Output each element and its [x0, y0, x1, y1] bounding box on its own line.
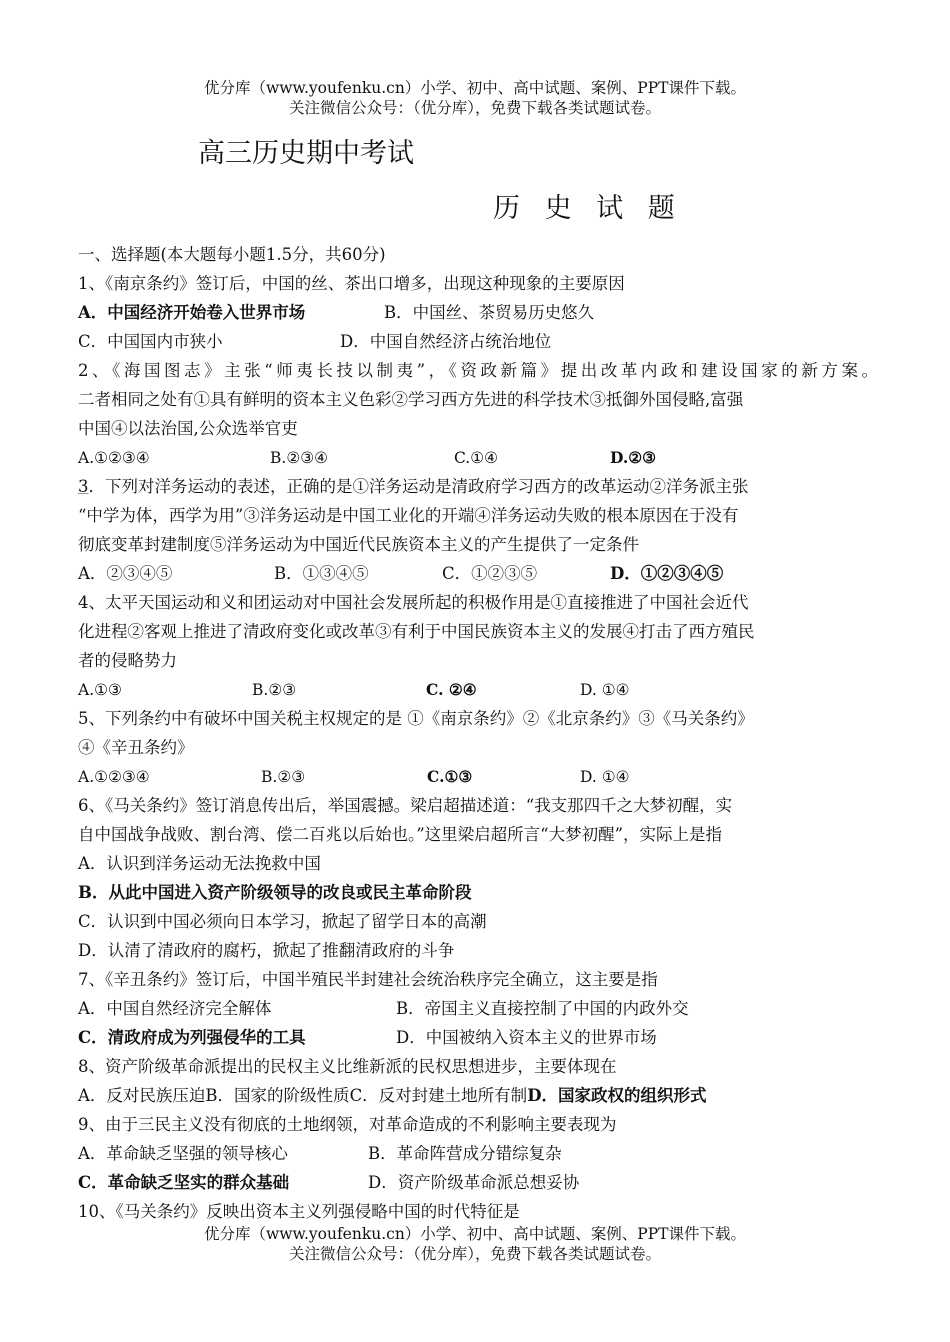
q8-option-d: D．国家政权的组织形式 [527, 1086, 707, 1105]
q3-options [78, 559, 878, 588]
q5-options [78, 762, 878, 791]
q3-option-d: D．①②③④⑤ [610, 564, 724, 583]
q1-option-c: C．中国国内市狭小 [78, 332, 223, 351]
header-line-2: 关注微信公众号：（优分库），免费下载各类试题试卷。 [288, 99, 661, 117]
footer-line-1: 优分库（www.youfenku.cn）小学、初中、高中试题、案例、PPT课件下载。 [203, 1225, 747, 1243]
exam-subtitle: 历 史 试 题 [493, 193, 683, 224]
q4-stem-2: 化进程②客观上推进了清政府变化或改革③有利于中国民族资本主义的发展④打击了西方殖民 [78, 622, 755, 641]
q3-option-a: A．②③④⑤ [78, 564, 173, 583]
q9-option-d: D．资产阶级革命派总想妥协 [368, 1173, 580, 1192]
q7-options-row-1 [78, 994, 878, 1023]
q8-option-c: C．反对封建土地所有制 [349, 1086, 528, 1105]
q3-stem-1-text: ．下列对洋务运动的表述，正确的是①洋务运动是清政府学习西方的改革运动②洋务派主张 [88, 477, 749, 496]
q8-stem: 8、资产阶级革命派提出的民权主义比维新派的民权思想进步，主要体现在 [78, 1057, 617, 1076]
q2-stem-1: 2、《海国图志》主张“师夷长技以制夷”，《资政新篇》提出改革内政和建设国家的新方案。 [78, 361, 878, 380]
q2-option-a: A.①②③④ [78, 449, 150, 467]
q7-option-b: B．帝国主义直接控制了中国的内政外交 [396, 999, 689, 1018]
q3-stem-3: 彻底变革封建制度⑤洋务运动为中国近代民族资本主义的产生提供了一定条件 [78, 535, 639, 554]
q2-stem-2: 二者相同之处有①具有鲜明的资本主义色彩②学习西方先进的科学技术③抵御外国侵略,富强 [78, 390, 744, 409]
q9-option-b: B．革命阵营成分错综复杂 [368, 1144, 562, 1163]
q3-stem-1 [78, 472, 878, 501]
q6-option-d: D．认清了清政府的腐朽，掀起了推翻清政府的斗争 [78, 941, 455, 960]
q9-option-c: C．革命缺乏坚实的群众基础 [78, 1173, 290, 1192]
q6-stem-2: 自中国战争战败、割台湾、偿二百兆以后始也。”这里梁启超所言“大梦初醒”，实际上是指 [78, 825, 723, 844]
q1-option-a: A．中国经济开始卷入世界市场 [78, 303, 306, 322]
q10-stem: 10、《马关条约》反映出资本主义列强侵略中国的时代特征是 [78, 1202, 520, 1221]
q1-options-row-2 [78, 327, 878, 356]
q4-option-d: D. ①④ [580, 681, 630, 699]
q1-options-row-1 [78, 298, 878, 327]
q7-option-c: C．清政府成为列强侵华的工具 [78, 1028, 306, 1047]
q7-option-d: D．中国被纳入资本主义的世界市场 [396, 1028, 657, 1047]
q4-option-a: A.①③ [78, 681, 122, 699]
q9-options-row-1 [78, 1139, 878, 1168]
q5-option-b: B.②③ [261, 768, 306, 786]
page-header [0, 78, 950, 118]
q2-stem-3: 中国④以法治国,公众选举官吏 [78, 419, 298, 438]
header-line-1: 优分库（www.youfenku.cn）小学、初中、高中试题、案例、PPT课件下载。 [203, 79, 747, 97]
q4-stem-1: 4、太平天国运动和义和团运动对中国社会发展所起的积极作用是①直接推进了中国社会近代 [78, 593, 749, 612]
q5-option-c: C.①③ [427, 767, 473, 786]
q6-option-c: C．认识到中国必须向日本学习，掀起了留学日本的高潮 [78, 912, 487, 931]
q3-option-c: C．①②③⑤ [442, 564, 538, 583]
section-heading: 一、选择题(本大题每小题1.5分，共60分) [78, 245, 386, 264]
q8-option-a: A．反对民族压迫 [78, 1086, 206, 1105]
q3-number: 3 [78, 477, 89, 496]
q4-option-b: B.②③ [252, 681, 297, 699]
q4-options [78, 675, 878, 704]
q3-option-b: B．①③④⑤ [274, 564, 369, 583]
q8-options [78, 1081, 878, 1110]
q6-option-a: A．认识到洋务运动无法挽救中国 [78, 854, 321, 873]
q1-option-b: B．中国丝、茶贸易历史悠久 [384, 303, 595, 322]
q5-stem-2: ④《辛丑条约》 [78, 738, 194, 757]
page-footer [0, 1224, 950, 1264]
footer-line-2: 关注微信公众号：（优分库），免费下载各类试题试卷。 [288, 1245, 661, 1263]
q4-stem-3: 者的侵略势力 [78, 651, 177, 670]
q5-stem-1: 5、下列条约中有破坏中国关税主权规定的是 ①《南京条约》②《北京条约》③《马关条约》 [78, 709, 754, 728]
q2-options [78, 443, 878, 472]
q7-options-row-2 [78, 1023, 878, 1052]
q2-option-d: D.②③ [610, 448, 657, 467]
q7-stem: 7、《辛丑条约》签订后，中国半殖民半封建社会统治秩序完全确立，这主要是指 [78, 970, 658, 989]
q1-option-d: D．中国自然经济占统治地位 [340, 332, 552, 351]
q8-option-b: B．国家的阶级性质 [205, 1086, 350, 1105]
q2-option-c: C.①④ [454, 449, 499, 467]
q1-stem: 1、《南京条约》签订后，中国的丝、茶出口增多，出现这种现象的主要原因 [78, 274, 625, 293]
q2-option-b: B.②③④ [270, 449, 329, 467]
q5-option-a: A.①②③④ [78, 768, 150, 786]
q9-option-a: A．革命缺乏坚强的领导核心 [78, 1144, 288, 1163]
q7-option-a: A．中国自然经济完全解体 [78, 999, 272, 1018]
q6-option-b: B．从此中国进入资产阶级领导的改良或民主革命阶段 [78, 883, 472, 902]
q9-options-row-2 [78, 1168, 878, 1197]
q9-stem: 9、由于三民主义没有彻底的土地纲领，对革命造成的不利影响主要表现为 [78, 1115, 617, 1134]
exam-title: 高三历史期中考试 [198, 138, 414, 169]
q5-option-d: D. ①④ [580, 768, 630, 786]
q3-stem-2: “中学为体，西学为用”③洋务运动是中国工业化的开端④洋务运动失败的根本原因在于没有 [78, 506, 739, 525]
q6-stem-1: 6、《马关条约》签订消息传出后，举国震撼。梁启超描述道：“我支那四千之大梦初醒，实 [78, 796, 733, 815]
q4-option-c: C. ②④ [426, 680, 477, 699]
question-body [78, 240, 878, 1226]
